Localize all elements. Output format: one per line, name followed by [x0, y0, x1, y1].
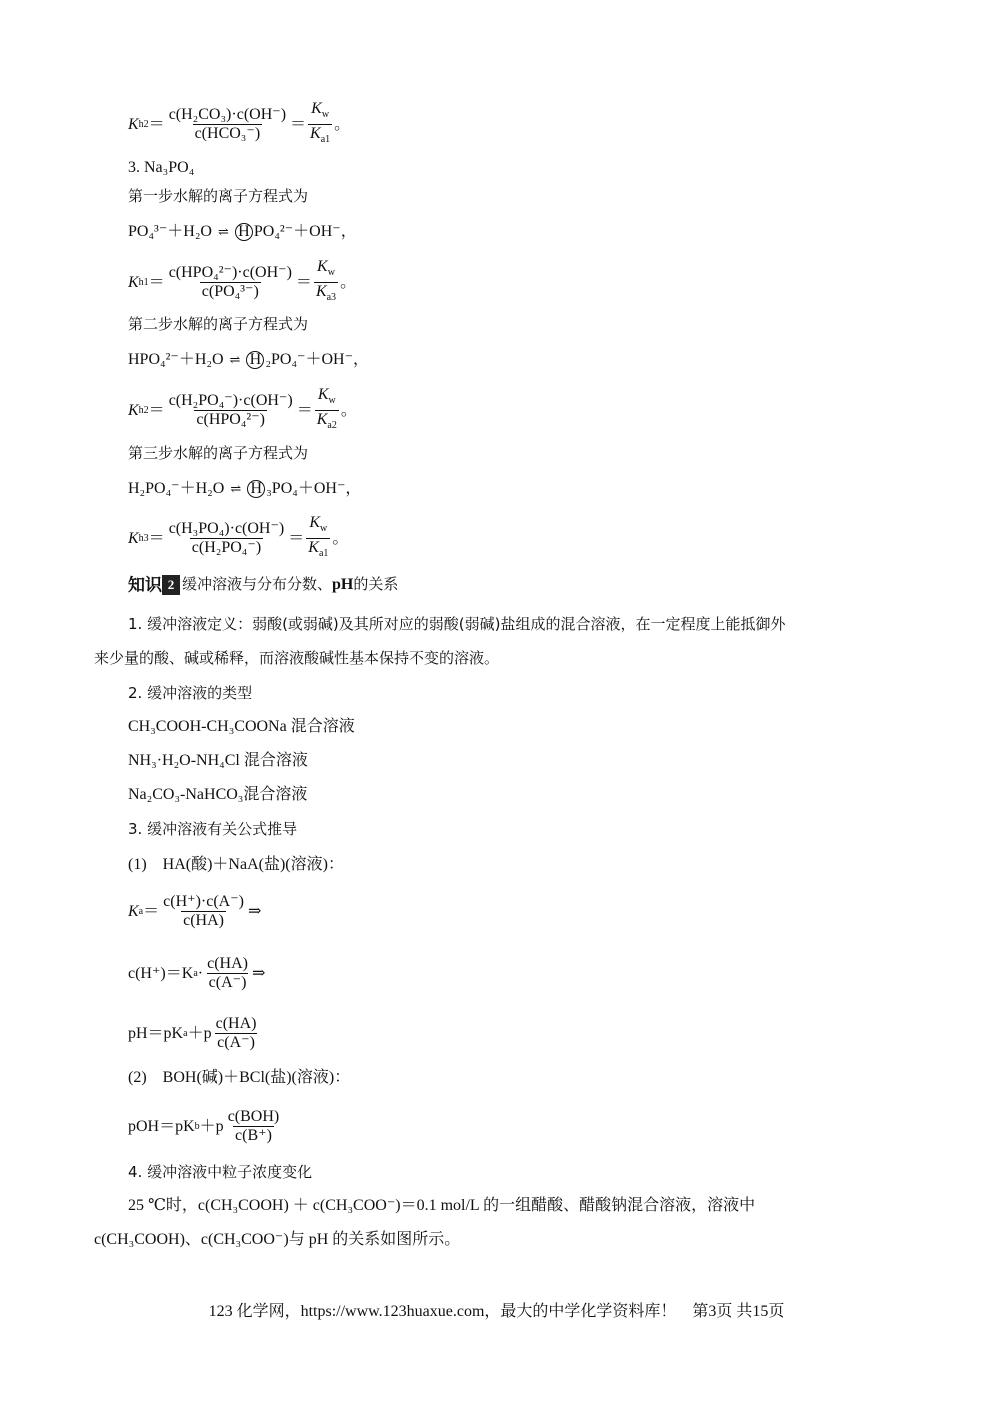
- section2-heading: 知识 2 缓冲溶液与分布分数、pH的关系: [128, 575, 399, 596]
- definition-line-2: 来少量的酸、碱或稀释，而溶液酸碱性基本保持不变的溶液。: [94, 649, 500, 667]
- step3-title: 第三步水解的离子方程式为: [128, 444, 309, 462]
- formula-title: 3. 缓冲溶液有关公式推导: [128, 820, 298, 838]
- concentration-title: 4. 缓冲溶液中粒子浓度变化: [128, 1163, 313, 1181]
- kh2-carbonate-formula: K h2 ＝ $\frac{\text{c(H₂CO₃)·c(OH⁻)}}{\text{c(HCO₃⁻)}}$ ＝ $\frac{K_w}{K_{a1}}$ 。: [128, 100, 350, 149]
- paragraph-line-2: c(CH₃COOH)、c(CH₃COO⁻)与 pH 的关系如图所示。: [94, 1231, 461, 1248]
- poh-formula: pOH＝pK b ＋p $\frac{\text{c(BOH)}}{c(B^+)}$: [128, 1108, 280, 1144]
- eq3: H₂PO₄⁻＋H₂O ⇌ H ₃PO₄＋OH⁻，: [128, 480, 362, 497]
- types-title: 2. 缓冲溶液的类型: [128, 684, 253, 702]
- type-2: NH₃·H₂O-NH₄Cl 混合溶液: [128, 752, 308, 769]
- kh1-formula: K h1 ＝ $\frac{\text{c(HPO₄²⁻)·c(OH⁻)}}{\text{c(PO₄³⁻)}}$ ＝ $\frac{K_w}{K_{a3}}$ 。: [128, 258, 356, 307]
- paragraph-line-1: 25 ℃时，c(CH₃COOH) ＋ c(CH₃COO⁻)＝0.1 mol/L 的一组醋酸、醋酸钠混合溶液，溶液中: [128, 1197, 756, 1214]
- step2-title: 第二步水解的离子方程式为: [128, 315, 309, 333]
- eq2: HPO₄²⁻＋H₂O ⇌ H ₂PO₄⁻＋OH⁻，: [128, 351, 370, 368]
- item3-title: 3. Na₃PO₄: [128, 159, 195, 176]
- ph-formula: pH＝pK a ＋p $\frac{c(HA)}{c(A^-)}$: [128, 1015, 257, 1051]
- kh3-formula: K h3 ＝ $\frac{\text{c(H₃PO₄)·c(OH⁻)}}{\text{c(H₂PO₄⁻)}}$ ＝ $\frac{K_w}{K_{a1}}$ 。: [128, 514, 348, 563]
- ka-formula: K a ＝ $\frac{c(H^+)\cdot c(A^-)}{c(HA)}$ ⇒: [128, 893, 262, 929]
- definition-line-1: 1. 缓冲溶液定义：弱酸(或弱碱)及其所对应的弱酸(弱碱)盐组成的混合溶液，在一定程度上能抵御外: [128, 615, 786, 633]
- step1-title: 第一步水解的离子方程式为: [128, 187, 309, 205]
- subsection-2: (2) BOH(碱)＋BCl(盐)(溶液)：: [128, 1069, 351, 1086]
- type-1: CH₃COOH-CH₃COONa 混合溶液: [128, 718, 355, 735]
- ch-formula: c(H⁺)＝K a · $\frac{c(HA)}{c(A^-)}$ ⇒: [128, 955, 266, 991]
- kh2-phosphate-formula: K h2 ＝ $\frac{\text{c(H₂PO₄⁻)·c(OH⁻)}}{\text{c(HPO₄²⁻)}}$ ＝ $\frac{K_w}{K_{a2}}$ 。: [128, 386, 357, 435]
- page-footer: 123 化学网，https://www.123huaxue.com，最大的中学化学资料库！ 第3页 共15页: [208, 1303, 785, 1320]
- subsection-1: (1) HA(酸)＋NaA(盐)(溶液)：: [128, 856, 344, 873]
- eq1: PO₄³⁻＋H₂O ⇌ H PO₄²⁻＋OH⁻，: [128, 223, 357, 240]
- type-3: Na₂CO₃-NaHCO₃混合溶液: [128, 786, 308, 803]
